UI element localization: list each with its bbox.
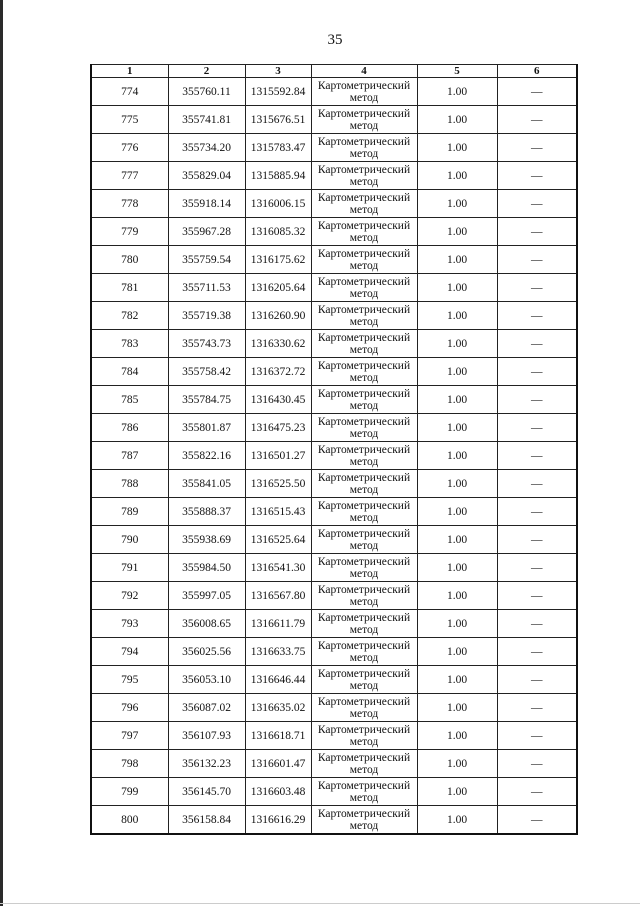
method-cell: Картометрический метод — [311, 190, 417, 218]
method-cell: Картометрический метод — [311, 78, 417, 106]
y-coordinate-cell: 1316501.27 — [245, 442, 311, 470]
table-row — [91, 246, 577, 274]
accuracy-cell: 1.00 — [417, 806, 497, 835]
y-coordinate-cell: 1316633.75 — [245, 638, 311, 666]
table-row — [91, 498, 577, 526]
x-coordinate-cell: 355719.38 — [168, 302, 245, 330]
point-number-cell: 784 — [91, 358, 168, 386]
method-cell: Картометрический метод — [311, 106, 417, 134]
note-cell: — — [497, 106, 577, 134]
y-coordinate-cell: 1316006.15 — [245, 190, 311, 218]
accuracy-cell: 1.00 — [417, 386, 497, 414]
y-coordinate-cell: 1316525.50 — [245, 470, 311, 498]
accuracy-cell: 1.00 — [417, 722, 497, 750]
accuracy-cell: 1.00 — [417, 778, 497, 806]
x-coordinate-cell: 355760.11 — [168, 78, 245, 106]
table-row — [91, 470, 577, 498]
point-number-cell: 780 — [91, 246, 168, 274]
note-cell: — — [497, 190, 577, 218]
scan-edge — [0, 0, 3, 906]
column-header-6: 6 — [497, 65, 577, 78]
accuracy-cell: 1.00 — [417, 246, 497, 274]
column-header-5: 5 — [417, 65, 497, 78]
accuracy-cell: 1.00 — [417, 554, 497, 582]
accuracy-cell: 1.00 — [417, 526, 497, 554]
table-row — [91, 666, 577, 694]
table-row — [91, 526, 577, 554]
y-coordinate-cell: 1316205.64 — [245, 274, 311, 302]
table-row — [91, 134, 577, 162]
note-cell: — — [497, 750, 577, 778]
point-number-cell: 793 — [91, 610, 168, 638]
point-number-cell: 789 — [91, 498, 168, 526]
y-coordinate-cell: 1316430.45 — [245, 386, 311, 414]
accuracy-cell: 1.00 — [417, 330, 497, 358]
accuracy-cell: 1.00 — [417, 610, 497, 638]
x-coordinate-cell: 355758.42 — [168, 358, 245, 386]
method-cell: Картометрический метод — [311, 414, 417, 442]
note-cell: — — [497, 274, 577, 302]
y-coordinate-cell: 1316603.48 — [245, 778, 311, 806]
table-row — [91, 78, 577, 106]
point-number-cell: 782 — [91, 302, 168, 330]
table-header-row — [91, 65, 577, 78]
note-cell: — — [497, 302, 577, 330]
y-coordinate-cell: 1316601.47 — [245, 750, 311, 778]
x-coordinate-cell: 356025.56 — [168, 638, 245, 666]
accuracy-cell: 1.00 — [417, 498, 497, 526]
point-number-cell: 785 — [91, 386, 168, 414]
table-row — [91, 190, 577, 218]
x-coordinate-cell: 355743.73 — [168, 330, 245, 358]
y-coordinate-cell: 1316515.43 — [245, 498, 311, 526]
point-number-cell: 775 — [91, 106, 168, 134]
note-cell: — — [497, 554, 577, 582]
y-coordinate-cell: 1316541.30 — [245, 554, 311, 582]
point-number-cell: 798 — [91, 750, 168, 778]
x-coordinate-cell: 356132.23 — [168, 750, 245, 778]
point-number-cell: 797 — [91, 722, 168, 750]
x-coordinate-cell: 356158.84 — [168, 806, 245, 835]
table-row — [91, 106, 577, 134]
note-cell: — — [497, 638, 577, 666]
note-cell: — — [497, 778, 577, 806]
note-cell: — — [497, 246, 577, 274]
column-header-4: 4 — [311, 65, 417, 78]
y-coordinate-cell: 1316085.32 — [245, 218, 311, 246]
accuracy-cell: 1.00 — [417, 106, 497, 134]
y-coordinate-cell: 1316618.71 — [245, 722, 311, 750]
point-number-cell: 796 — [91, 694, 168, 722]
x-coordinate-cell: 355984.50 — [168, 554, 245, 582]
x-coordinate-cell: 355997.05 — [168, 582, 245, 610]
table-row — [91, 162, 577, 190]
accuracy-cell: 1.00 — [417, 750, 497, 778]
accuracy-cell: 1.00 — [417, 694, 497, 722]
table-row — [91, 610, 577, 638]
y-coordinate-cell: 1316635.02 — [245, 694, 311, 722]
page-number: 35 — [327, 32, 343, 48]
method-cell: Картометрический метод — [311, 526, 417, 554]
accuracy-cell: 1.00 — [417, 274, 497, 302]
accuracy-cell: 1.00 — [417, 638, 497, 666]
table-row — [91, 302, 577, 330]
table-row — [91, 694, 577, 722]
y-coordinate-cell: 1315783.47 — [245, 134, 311, 162]
y-coordinate-cell: 1316330.62 — [245, 330, 311, 358]
point-number-cell: 792 — [91, 582, 168, 610]
note-cell: — — [497, 666, 577, 694]
note-cell: — — [497, 358, 577, 386]
y-coordinate-cell: 1316616.29 — [245, 806, 311, 835]
y-coordinate-cell: 1316475.23 — [245, 414, 311, 442]
accuracy-cell: 1.00 — [417, 302, 497, 330]
x-coordinate-cell: 355741.81 — [168, 106, 245, 134]
point-number-cell: 783 — [91, 330, 168, 358]
note-cell: — — [497, 694, 577, 722]
x-coordinate-cell: 355784.75 — [168, 386, 245, 414]
table-row — [91, 806, 577, 835]
point-number-cell: 777 — [91, 162, 168, 190]
note-cell: — — [497, 470, 577, 498]
x-coordinate-cell: 356008.65 — [168, 610, 245, 638]
note-cell: — — [497, 218, 577, 246]
accuracy-cell: 1.00 — [417, 358, 497, 386]
point-number-cell: 791 — [91, 554, 168, 582]
accuracy-cell: 1.00 — [417, 162, 497, 190]
accuracy-cell: 1.00 — [417, 190, 497, 218]
table-row — [91, 778, 577, 806]
method-cell: Картометрический метод — [311, 274, 417, 302]
table-row — [91, 722, 577, 750]
note-cell: — — [497, 414, 577, 442]
method-cell: Картометрический метод — [311, 470, 417, 498]
x-coordinate-cell: 355967.28 — [168, 218, 245, 246]
point-number-cell: 781 — [91, 274, 168, 302]
method-cell: Картометрический метод — [311, 610, 417, 638]
point-number-cell: 774 — [91, 78, 168, 106]
point-number-cell: 779 — [91, 218, 168, 246]
method-cell: Картометрический метод — [311, 218, 417, 246]
note-cell: — — [497, 582, 577, 610]
x-coordinate-cell: 355711.53 — [168, 274, 245, 302]
method-cell: Картометрический метод — [311, 442, 417, 470]
method-cell: Картометрический метод — [311, 554, 417, 582]
y-coordinate-cell: 1315885.94 — [245, 162, 311, 190]
accuracy-cell: 1.00 — [417, 134, 497, 162]
point-number-cell: 786 — [91, 414, 168, 442]
x-coordinate-cell: 355801.87 — [168, 414, 245, 442]
coordinates-table — [90, 64, 578, 835]
accuracy-cell: 1.00 — [417, 78, 497, 106]
y-coordinate-cell: 1316372.72 — [245, 358, 311, 386]
y-coordinate-cell: 1316567.80 — [245, 582, 311, 610]
method-cell: Картометрический метод — [311, 778, 417, 806]
note-cell: — — [497, 162, 577, 190]
x-coordinate-cell: 356107.93 — [168, 722, 245, 750]
method-cell: Картометрический метод — [311, 806, 417, 835]
x-coordinate-cell: 356145.70 — [168, 778, 245, 806]
point-number-cell: 800 — [91, 806, 168, 835]
y-coordinate-cell: 1316260.90 — [245, 302, 311, 330]
x-coordinate-cell: 355829.04 — [168, 162, 245, 190]
accuracy-cell: 1.00 — [417, 414, 497, 442]
point-number-cell: 795 — [91, 666, 168, 694]
note-cell: — — [497, 442, 577, 470]
note-cell: — — [497, 134, 577, 162]
x-coordinate-cell: 356053.10 — [168, 666, 245, 694]
accuracy-cell: 1.00 — [417, 218, 497, 246]
accuracy-cell: 1.00 — [417, 442, 497, 470]
x-coordinate-cell: 355841.05 — [168, 470, 245, 498]
method-cell: Картометрический метод — [311, 694, 417, 722]
accuracy-cell: 1.00 — [417, 582, 497, 610]
method-cell: Картометрический метод — [311, 302, 417, 330]
method-cell: Картометрический метод — [311, 666, 417, 694]
accuracy-cell: 1.00 — [417, 470, 497, 498]
table-row — [91, 330, 577, 358]
column-header-2: 2 — [168, 65, 245, 78]
note-cell: — — [497, 386, 577, 414]
y-coordinate-cell: 1315592.84 — [245, 78, 311, 106]
x-coordinate-cell: 355734.20 — [168, 134, 245, 162]
note-cell: — — [497, 78, 577, 106]
point-number-cell: 799 — [91, 778, 168, 806]
x-coordinate-cell: 355822.16 — [168, 442, 245, 470]
scan-bottom-edge — [0, 903, 640, 904]
method-cell: Картометрический метод — [311, 162, 417, 190]
note-cell: — — [497, 526, 577, 554]
x-coordinate-cell: 356087.02 — [168, 694, 245, 722]
method-cell: Картометрический метод — [311, 582, 417, 610]
table-row — [91, 386, 577, 414]
note-cell: — — [497, 806, 577, 835]
column-header-1: 1 — [91, 65, 168, 78]
note-cell: — — [497, 722, 577, 750]
y-coordinate-cell: 1316646.44 — [245, 666, 311, 694]
x-coordinate-cell: 355759.54 — [168, 246, 245, 274]
y-coordinate-cell: 1316525.64 — [245, 526, 311, 554]
y-coordinate-cell: 1315676.51 — [245, 106, 311, 134]
note-cell: — — [497, 330, 577, 358]
point-number-cell: 776 — [91, 134, 168, 162]
accuracy-cell: 1.00 — [417, 666, 497, 694]
point-number-cell: 788 — [91, 470, 168, 498]
point-number-cell: 790 — [91, 526, 168, 554]
note-cell: — — [497, 498, 577, 526]
table-row — [91, 554, 577, 582]
method-cell: Картометрический метод — [311, 330, 417, 358]
table-row — [91, 582, 577, 610]
table-row — [91, 218, 577, 246]
method-cell: Картометрический метод — [311, 638, 417, 666]
x-coordinate-cell: 355938.69 — [168, 526, 245, 554]
method-cell: Картометрический метод — [311, 386, 417, 414]
method-cell: Картометрический метод — [311, 722, 417, 750]
note-cell: — — [497, 610, 577, 638]
x-coordinate-cell: 355918.14 — [168, 190, 245, 218]
method-cell: Картометрический метод — [311, 246, 417, 274]
method-cell: Картометрический метод — [311, 134, 417, 162]
method-cell: Картометрический метод — [311, 750, 417, 778]
point-number-cell: 787 — [91, 442, 168, 470]
method-cell: Картометрический метод — [311, 498, 417, 526]
table-row — [91, 750, 577, 778]
point-number-cell: 778 — [91, 190, 168, 218]
table-row — [91, 414, 577, 442]
table-row — [91, 638, 577, 666]
table-row — [91, 274, 577, 302]
method-cell: Картометрический метод — [311, 358, 417, 386]
x-coordinate-cell: 355888.37 — [168, 498, 245, 526]
y-coordinate-cell: 1316175.62 — [245, 246, 311, 274]
table-row — [91, 442, 577, 470]
point-number-cell: 794 — [91, 638, 168, 666]
column-header-3: 3 — [245, 65, 311, 78]
table-row — [91, 358, 577, 386]
y-coordinate-cell: 1316611.79 — [245, 610, 311, 638]
